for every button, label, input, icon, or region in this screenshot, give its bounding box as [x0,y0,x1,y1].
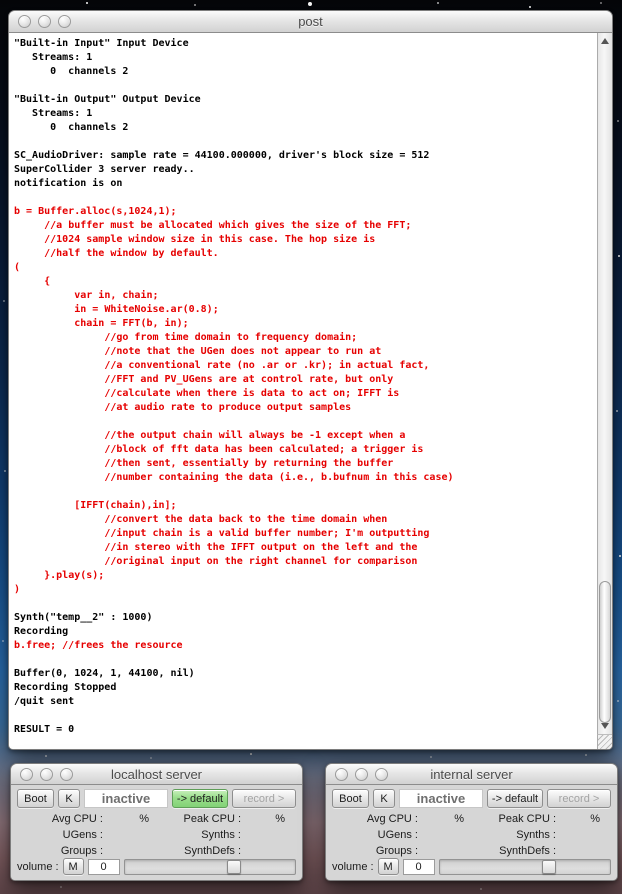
post-titlebar[interactable] [9,11,612,33]
synths-label: Synths : [201,829,241,841]
console-line: 0 channels 2 [14,122,129,133]
boot-button[interactable]: Boot [17,789,54,808]
console-line: SuperCollider 3 server ready.. [14,164,195,175]
groups-label: Groups : [375,845,418,857]
synths-value [241,829,285,841]
console-line: in = WhiteNoise.ar(0.8); [14,304,219,315]
synthdefs-value [241,845,285,857]
boot-button[interactable]: Boot [332,789,369,808]
post-window-title: post [298,14,323,29]
console-line [14,135,597,149]
console-text [9,33,597,750]
console-line: Buffer(0, 1024, 1, 44100, nil) [14,668,195,679]
kill-button[interactable]: K [373,789,395,808]
server-stats [332,813,617,857]
peak-cpu-value: % [590,813,600,825]
synths-label: Synths : [516,829,556,841]
minimize-button[interactable] [355,768,368,781]
zoom-button[interactable] [375,768,388,781]
console-line: //at audio rate to produce output samples [14,402,352,413]
close-button[interactable] [335,768,348,781]
zoom-button[interactable] [60,768,73,781]
console-line: Streams: 1 [14,108,93,119]
server-window-title: localhost server [110,766,203,782]
post-window [8,10,613,750]
groups-value [103,845,149,857]
default-button[interactable]: -> default [172,789,228,808]
console-line: /quit sent [14,696,75,707]
close-button[interactable] [18,15,31,28]
window-controls [20,768,73,781]
volume-value-field[interactable]: 0 [403,859,435,875]
volume-slider-thumb[interactable] [542,860,556,874]
internal-server-window [325,763,618,881]
console-line: chain = FFT(b, in); [14,318,189,329]
localhost-server-window [10,763,303,881]
default-button[interactable]: -> default [487,789,543,808]
console-line [14,79,597,93]
synthdefs-label: SynthDefs : [184,845,241,857]
volume-slider-thumb[interactable] [227,860,241,874]
server-panel [326,785,617,881]
console-line: //go from time domain to frequency domain; [14,332,358,343]
console-line: //original input on the right channel for comparison [14,556,418,567]
peak-cpu-value: % [275,813,285,825]
console-line: RESULT = 0 [14,724,75,735]
console-line: //convert the data back to the time domain when [14,514,388,525]
avg-cpu-label: Avg CPU : [51,813,103,825]
localhost-titlebar[interactable] [11,764,302,785]
ugens-label: UGens : [62,829,103,841]
volume-row [17,857,296,876]
avg-cpu-label: Avg CPU : [366,813,418,825]
server-window-title: internal server [430,766,513,782]
record-button[interactable]: record > [232,789,296,808]
zoom-button[interactable] [58,15,71,28]
peak-cpu-label: Peak CPU : [183,813,241,825]
groups-label: Groups : [60,845,103,857]
ugens-value [103,829,149,841]
console-line: notification is on [14,178,123,189]
console-line: //the output chain will always be -1 except when a [14,430,406,441]
console-line: //input chain is a valid buffer number; I'm outputting [14,528,430,539]
console-line: }.play(s); [14,570,105,581]
console-line: //in stereo with the IFFT output on the left and the [14,542,418,553]
console-line: "Built-in Input" Input Device [14,38,189,49]
scrollbar-thumb[interactable] [599,581,611,723]
console-line: Recording [14,626,69,637]
server-button-row [326,785,617,809]
ugens-label: UGens : [377,829,418,841]
console-line: Streams: 1 [14,52,93,63]
console-line: b.free; //frees the resource [14,640,183,651]
console-line: //FFT and PV_UGens are at control rate, but only [14,374,394,385]
console-line: //1024 sample window size in this case. The hop size is [14,234,376,245]
console-line [14,709,597,723]
console-line: 0 channels 2 [14,66,129,77]
volume-label: volume : [332,860,374,873]
volume-row [332,857,611,876]
console-line [14,485,597,499]
synths-value [556,829,600,841]
minimize-button[interactable] [38,15,51,28]
console-line: SC_AudioDriver: sample rate = 44100.000000, driver's block size = 512 [14,150,430,161]
server-panel [11,785,302,881]
window-controls [18,15,71,28]
volume-value-field[interactable]: 0 [88,859,120,875]
console-line: Recording Stopped [14,682,117,693]
desktop-stars [0,0,2,2]
synthdefs-label: SynthDefs : [499,845,556,857]
close-button[interactable] [20,768,33,781]
console-line: ( [14,262,21,273]
console-line: [IFFT(chain),in]; [14,500,177,511]
console-line: //note that the UGen does not appear to run at [14,346,382,357]
console-line: { [14,276,51,287]
console-line: //calculate when there is data to act on; IFFT is [14,388,400,399]
scroll-down-arrow-icon[interactable] [598,718,612,733]
console-line: //block of fft data has been calculated; a trigger is [14,444,424,455]
synthdefs-value [556,845,600,857]
server-status: inactive [399,789,483,808]
server-status: inactive [84,789,168,808]
console-line: //number containing the data (i.e., b.bufnum in this case) [14,472,454,483]
console-line: "Built-in Output" Output Device [14,94,201,105]
server-button-row [11,785,302,809]
console-line: //a conventional rate (no .ar or .kr); in actual fact, [14,360,430,371]
vertical-scrollbar[interactable] [597,33,612,750]
scroll-up-arrow-icon[interactable] [598,34,612,49]
console-line: Synth("temp__2" : 1000) [14,612,153,623]
ugens-value [418,829,464,841]
window-controls [335,768,388,781]
internal-titlebar[interactable] [326,764,617,785]
kill-button[interactable]: K [58,789,80,808]
console-line: b = Buffer.alloc(s,1024,1); [14,206,177,217]
console-line: ) [14,584,21,595]
volume-slider[interactable] [439,859,611,875]
server-stats [17,813,302,857]
console-line [14,191,597,205]
record-button[interactable]: record > [547,789,611,808]
mute-button[interactable]: M [63,858,84,875]
minimize-button[interactable] [40,768,53,781]
avg-cpu-value: % [139,813,149,825]
volume-slider[interactable] [124,859,296,875]
resize-grip[interactable] [597,734,612,750]
console-line: //then sent, essentially by returning the buffer [14,458,394,469]
console-line [14,653,597,667]
post-console-area[interactable] [9,33,612,750]
avg-cpu-value: % [454,813,464,825]
console-line [14,597,597,611]
console-line: var in, chain; [14,290,159,301]
peak-cpu-label: Peak CPU : [498,813,556,825]
groups-value [418,845,464,857]
mute-button[interactable]: M [378,858,399,875]
console-line: //half the window by default. [14,248,219,259]
volume-label: volume : [17,860,59,873]
console-line: //a buffer must be allocated which gives the size of the FFT; [14,220,412,231]
console-line [14,415,597,429]
